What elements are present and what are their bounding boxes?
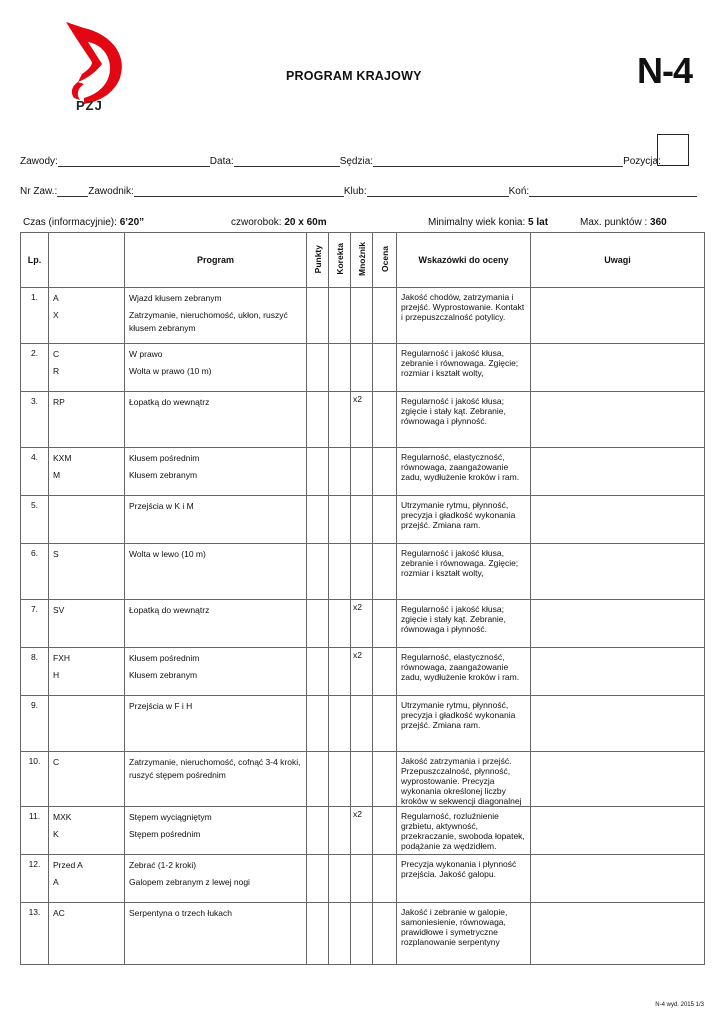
row-movements [125,855,307,903]
row-letters [49,807,125,855]
position-box[interactable] [657,134,689,166]
multiplier-cell [351,496,373,544]
remarks-cell[interactable] [531,696,705,752]
arena-letter: C [53,349,60,359]
table-row [21,696,705,752]
score-cell[interactable] [373,344,397,392]
table-row [21,600,705,648]
row-movements [125,288,307,344]
arena-letter: SV [53,605,65,615]
multiplier-cell: x2 [351,807,373,855]
row-movements [125,344,307,392]
movement-text: Łopatką do wewnątrz [129,397,210,407]
directive-text: Regularność, elastyczność, równowaga, zaangażowanie zadu, wydłużenie kroków i ram. [397,648,531,696]
score-cell[interactable] [373,448,397,496]
table-row [21,344,705,392]
arena-letter: M [53,470,61,480]
row-number: 2. [21,344,49,392]
points-cell[interactable] [307,288,329,344]
correction-cell[interactable] [329,855,351,903]
logo-text: PZJ [76,98,103,113]
row-letters [49,903,125,965]
directive-text: Utrzymanie rytmu, płynność, precyzja i gładkość wykonania przejść. Zmiana ram. [397,496,531,544]
date-field[interactable] [234,155,340,167]
remarks-cell[interactable] [531,807,705,855]
score-cell[interactable] [373,752,397,807]
directive-text: Regularność i jakość kłusa, zebranie i równowaga. Zgięcie; rozmiar i kształt wolty, [397,344,531,392]
judge-label: Sędzia: [339,156,374,167]
arena-letter: AC [53,908,65,918]
program-header: Program [125,233,307,288]
directive-text: Jakość i zebranie w galopie, samoniesienie, równowaga, prawidłowe i symetryczne rozplanowanie serpentyny [397,903,531,965]
movement-text: Wolta w prawo (10 m) [129,366,212,376]
row-movements [125,696,307,752]
form-row-1 [20,155,690,167]
correction-cell[interactable] [329,648,351,696]
letters-header [49,233,125,288]
competition-label: Zawody: [20,156,58,167]
arena-letter: A [53,293,59,303]
table-row [21,752,705,807]
row-letters [49,288,125,344]
score-cell[interactable] [373,544,397,600]
movement-text: Zebrać (1-2 kroki) [129,860,197,870]
directive-text: Utrzymanie rytmu, płynność, precyzja i gładkość wykonania przejść. Zmiana ram. [397,696,531,752]
row-movements [125,648,307,696]
correction-cell[interactable] [329,344,351,392]
footer-text: N-4 wyd. 2015 1/3 [655,1002,704,1008]
table-row [21,855,705,903]
row-number: 7. [21,600,49,648]
row-letters [49,344,125,392]
remarks-header: Uwagi [531,233,705,288]
row-movements [125,903,307,965]
score-cell[interactable] [373,496,397,544]
arena-letter: R [53,366,60,376]
row-letters [49,648,125,696]
test-table [20,232,705,965]
position-label: Pozycja: [623,156,661,167]
correction-cell[interactable] [329,544,351,600]
table-row [21,448,705,496]
row-letters [49,696,125,752]
multiplier-cell [351,903,373,965]
row-movements [125,496,307,544]
row-number: 10. [21,752,49,807]
points-cell[interactable] [307,448,329,496]
arena-letter: KXM [53,453,72,463]
multiplier-header: Mnożnik [351,233,373,288]
directive-text: Precyzja wykonania i płynność przejścia. Jakość galopu. [397,855,531,903]
multiplier-cell [351,448,373,496]
row-movements [125,448,307,496]
points-cell[interactable] [307,344,329,392]
level-code: N-4 [637,50,693,91]
row-movements [125,544,307,600]
arena-letter: H [53,670,60,680]
row-number: 11. [21,807,49,855]
movement-text: Kłusem pośrednim [129,453,200,463]
row-movements [125,807,307,855]
movement-text: Kłusem zebranym [129,670,198,680]
table-body [21,288,705,965]
movement-text: Wjazd kłusem zebranym [129,293,222,303]
row-letters [49,392,125,448]
directives-header: Wskazówki do oceny [397,233,531,288]
movement-text: Stępem wyciągniętym [129,812,212,822]
multiplier-cell [351,752,373,807]
multiplier-cell: x2 [351,648,373,696]
directive-text: Regularność i jakość kłusa, zebranie i równowaga. Zgięcie; rozmiar i kształt wolty, [397,544,531,600]
correction-cell[interactable] [329,288,351,344]
score-cell[interactable] [373,903,397,965]
points-cell[interactable] [307,752,329,807]
arena-letter: S [53,549,59,559]
multiplier-cell [351,544,373,600]
rider-no-label: Nr Zaw.: [20,186,58,197]
program-title: PROGRAM KRAJOWY [286,69,422,83]
table-row [21,807,705,855]
points-cell[interactable] [307,903,329,965]
row-letters [49,752,125,807]
lp-header: Lp. [21,233,49,288]
rider-no-field[interactable] [57,185,88,197]
arena-letter: A [53,877,59,887]
correction-cell[interactable] [329,448,351,496]
arena-letter: FXH [53,653,70,663]
min-age-info: Minimalny wiek konia: 5 lat [428,217,549,228]
max-points-info: Max. punktów : 360 [580,217,667,228]
arena-info: czworobok: 20 x 60m [231,217,327,228]
pzj-logo [58,20,130,116]
remarks-cell[interactable] [531,544,705,600]
movement-text: Przejścia w F i H [129,701,193,711]
row-number: 13. [21,903,49,965]
multiplier-cell: x2 [351,392,373,448]
row-letters [49,544,125,600]
row-letters [49,600,125,648]
score-cell[interactable] [373,807,397,855]
row-movements [125,392,307,448]
row-letters [49,496,125,544]
judge-field[interactable] [373,155,623,167]
remarks-cell[interactable] [531,648,705,696]
movement-text: Stępem pośrednim [129,829,201,839]
directive-text: Regularność, elastyczność, równowaga, zaangażowanie zadu, wydłużenie kroków i ram. [397,448,531,496]
movement-text: Kłusem pośrednim [129,653,200,663]
club-field[interactable] [367,185,509,197]
remarks-cell[interactable] [531,288,705,344]
table-row [21,288,705,344]
horse-field[interactable] [529,185,697,197]
table-row [21,544,705,600]
date-label: Data: [209,156,234,167]
directive-text: Jakość zatrzymania i przejść. Przepuszczalność, płynność, wyprostowanie. Precyzja wykonania określonej liczby kroków w sekwencji diagonalnej [397,752,531,807]
movement-text: Serpentyna o trzech łukach [129,908,233,918]
competition-field[interactable] [58,155,210,167]
remarks-cell[interactable] [531,903,705,965]
points-cell[interactable] [307,544,329,600]
row-letters [49,448,125,496]
remarks-cell[interactable] [531,392,705,448]
correction-cell[interactable] [329,392,351,448]
remarks-cell[interactable] [531,855,705,903]
row-number: 12. [21,855,49,903]
table-row [21,903,705,965]
score-cell[interactable] [373,648,397,696]
score-cell[interactable] [373,392,397,448]
horse-label: Koń: [508,186,530,197]
directive-text: Regularność, rozluźnienie grzbietu, aktywność, przekraczanie, swoboda łopatek, podążanie za wędzidłem. [397,807,531,855]
remarks-cell[interactable] [531,752,705,807]
arena-letter: X [53,310,59,320]
points-cell[interactable] [307,496,329,544]
row-number: 1. [21,288,49,344]
rider-label: Zawodnik: [88,186,134,197]
movement-text: Przejścia w K i M [129,501,194,511]
points-cell[interactable] [307,648,329,696]
movement-text: W prawo [129,349,163,359]
remarks-cell[interactable] [531,600,705,648]
row-movements [125,752,307,807]
movement-text: Galopem zebranym z lewej nogi [129,877,250,887]
points-header: Punkty [307,233,329,288]
time-info: Czas (informacyjnie): 6’20” [23,217,145,228]
arena-letter: C [53,757,60,767]
table-row [21,496,705,544]
row-number: 4. [21,448,49,496]
movement-text: Zatrzymanie, nieruchomość, ukłon, ruszyć kłusem zebranym [129,310,288,333]
row-number: 8. [21,648,49,696]
table-row [21,648,705,696]
form-row-2 [20,185,690,197]
arena-letter: MXK [53,812,72,822]
score-cell[interactable] [373,288,397,344]
score-cell[interactable] [373,696,397,752]
remarks-cell[interactable] [531,448,705,496]
row-movements [125,600,307,648]
row-letters [49,855,125,903]
arena-letter: RP [53,397,65,407]
movement-text: Wolta w lewo (10 m) [129,549,206,559]
directive-text: Jakość chodów, zatrzymania i przejść. Wyprostowanie. Kontakt i przepuszczalność potylicy. [397,288,531,344]
points-cell[interactable] [307,696,329,752]
correction-cell[interactable] [329,696,351,752]
directive-text: Regularność i jakość kłusa; zgięcie i stały kąt. Zebranie, równowaga i płynność. [397,600,531,648]
rider-field[interactable] [134,185,344,197]
movement-text: Kłusem zebranym [129,470,198,480]
row-number: 3. [21,392,49,448]
directive-text: Regularność i jakość kłusa; zgięcie i stały kąt. Zebranie, równowaga i płynność. [397,392,531,448]
table-row [21,392,705,448]
correction-cell[interactable] [329,600,351,648]
points-cell[interactable] [307,855,329,903]
movement-text: Łopatką do wewnątrz [129,605,210,615]
arena-letter: Przed A [53,860,83,870]
multiplier-cell: x2 [351,600,373,648]
arena-letter: K [53,829,59,839]
multiplier-cell [351,855,373,903]
points-cell[interactable] [307,807,329,855]
correction-cell[interactable] [329,807,351,855]
points-cell[interactable] [307,392,329,448]
row-number: 5. [21,496,49,544]
row-number: 9. [21,696,49,752]
correction-cell[interactable] [329,752,351,807]
table-header [21,233,705,288]
correction-header: Korekta [329,233,351,288]
points-cell[interactable] [307,600,329,648]
remarks-cell[interactable] [531,344,705,392]
multiplier-cell [351,288,373,344]
correction-cell[interactable] [329,903,351,965]
multiplier-cell [351,696,373,752]
club-label: Klub: [343,186,367,197]
score-cell[interactable] [373,855,397,903]
row-number: 6. [21,544,49,600]
score-cell[interactable] [373,600,397,648]
correction-cell[interactable] [329,496,351,544]
multiplier-cell [351,344,373,392]
score-header: Ocena [373,233,397,288]
movement-text: Zatrzymanie, nieruchomość, cofnąć 3-4 kroki, ruszyć stępem pośrednim [129,757,301,780]
remarks-cell[interactable] [531,496,705,544]
